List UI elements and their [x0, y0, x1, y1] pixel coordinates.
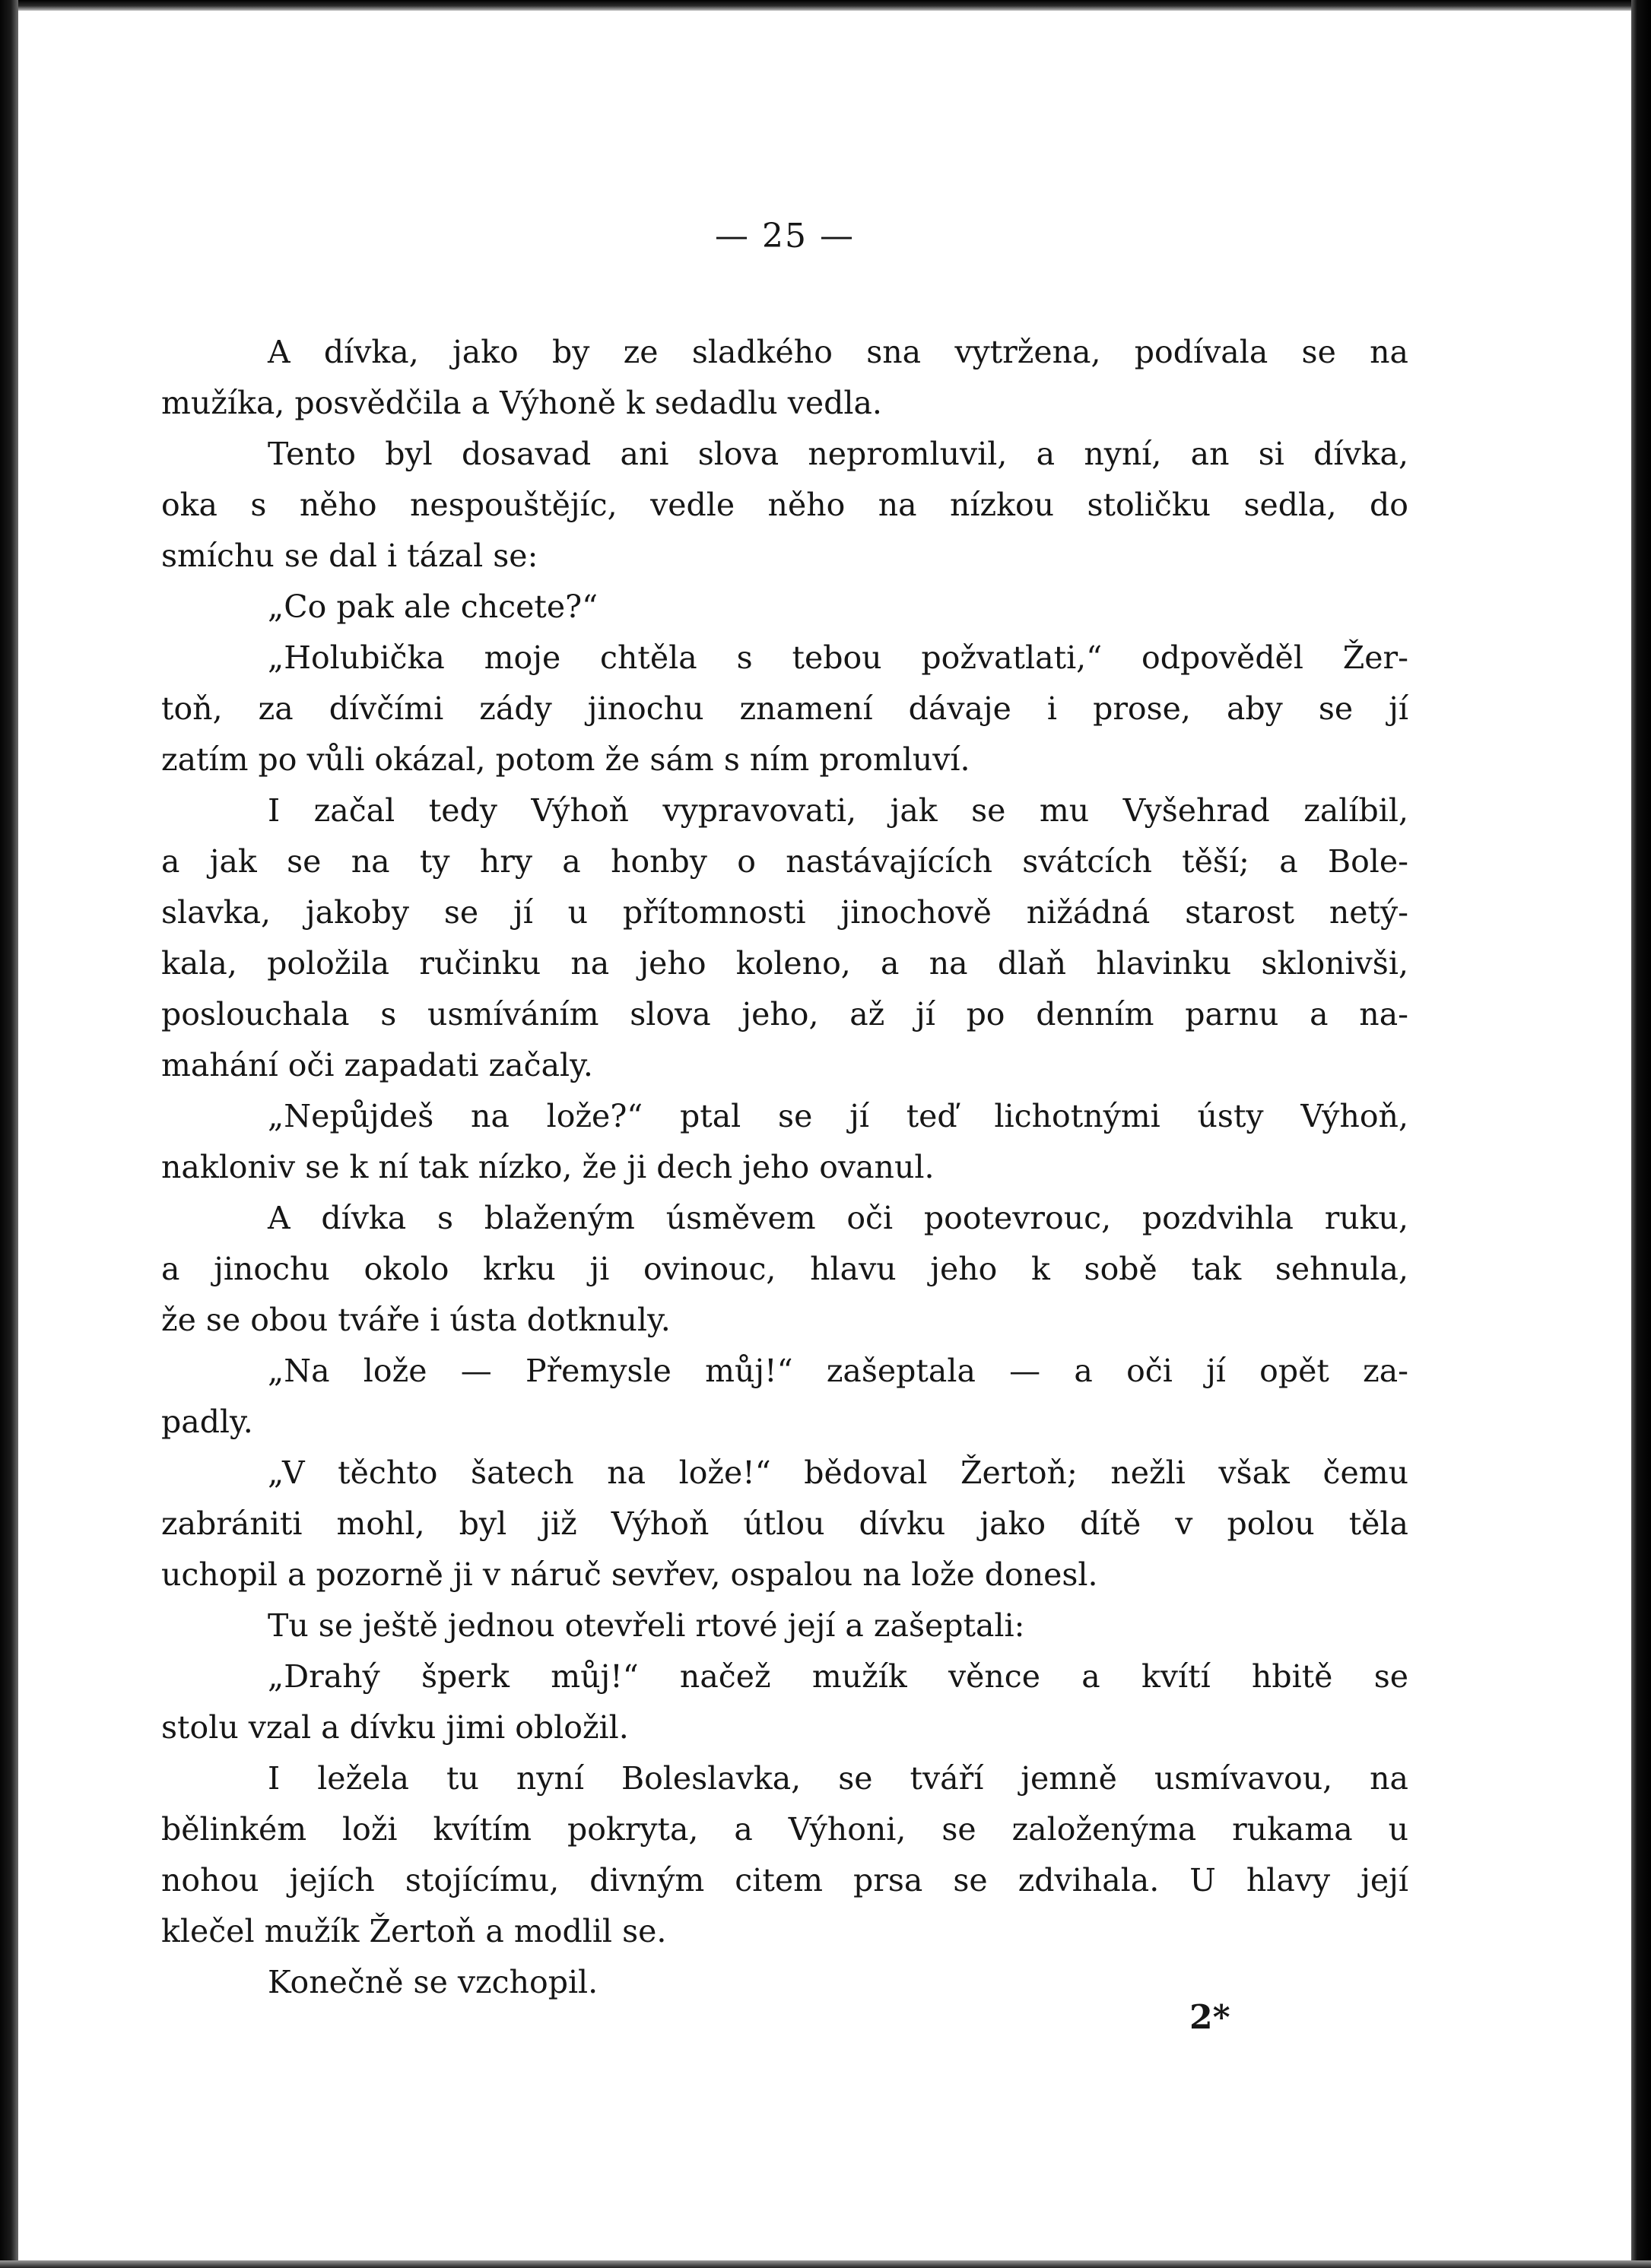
text-line: nohou jejích stojícímu, divným citem prsa se zdvihala. U hlavy její: [161, 1862, 1408, 1898]
text-line: „Nepůjdeš na lože?“ ptal se jí teď lichotnými ústy Výhoň,: [268, 1098, 1408, 1134]
body-text: [161, 327, 1408, 2008]
text-line: poslouchala s usmíváním slova jeho, až jí po denním parnu a na-: [161, 996, 1408, 1032]
book-page: [161, 0, 1408, 2268]
text-line: slavka, jakoby se jí u přítomnosti jinochově nižádná starost netý-: [161, 894, 1408, 931]
page-number: — 25 —: [715, 217, 855, 255]
text-line: a jinochu okolo krku ji ovinouc, hlavu jeho k sobě tak sehnula,: [161, 1251, 1408, 1287]
text-line: že se obou tváře i ústa dotknuly.: [161, 1302, 671, 1338]
text-line: mužíka, posvědčila a Výhoně k sedadlu vedla.: [161, 385, 882, 421]
text-line: I začal tedy Výhoň vypravovati, jak se mu Vyšehrad zalíbil,: [268, 792, 1408, 829]
text-line: A dívka, jako by ze sladkého sna vytržena, podívala se na: [268, 334, 1408, 370]
text-line: „Drahý šperk můj!“ načež mužík věnce a kvítí hbitě se: [268, 1658, 1408, 1695]
text-line: bělinkém loži kvítím pokryta, a Výhoni, se založenýma rukama u: [161, 1811, 1408, 1848]
text-line: „Co pak ale chcete?“: [268, 588, 598, 625]
text-line: kala, položila ručinku na jeho koleno, a na dlaň hlavinku sklonivši,: [161, 945, 1408, 982]
text-line: „V těchto šatech na lože!“ bědoval Žertoň; nežli však čemu: [268, 1454, 1408, 1491]
text-line: A dívka s blaženým úsměvem oči pootevrouc, pozdvihla ruku,: [268, 1200, 1408, 1236]
scan-left-edge: [0, 0, 18, 2268]
text-line: toň, za dívčími zády jinochu znamení dávaje i prose, aby se jí: [161, 690, 1408, 727]
text-line: zabrániti mohl, byl již Výhoň útlou dívku jako dítě v polou těla: [161, 1505, 1408, 1542]
signature-mark: 2*: [1189, 1998, 1230, 2037]
text-line: stolu vzal a dívku jimi obložil.: [161, 1709, 629, 1746]
scan-right-edge: [1631, 0, 1651, 2268]
text-line: oka s něho nespouštějíc, vedle něho na nízkou stoličku sedla, do: [161, 487, 1408, 523]
text-line: uchopil a pozorně ji v náruč sevřev, ospalou na lože donesl.: [161, 1556, 1098, 1593]
text-line: a jak se na ty hry a honby o nastávajících svátcích těší; a Bole-: [161, 843, 1408, 880]
text-line: Konečně se vzchopil.: [268, 1964, 598, 2000]
text-line: mahání oči zapadati začaly.: [161, 1047, 593, 1083]
text-line: Tento byl dosavad ani slova nepromluvil, a nyní, an si dívka,: [268, 436, 1408, 472]
text-line: klečel mužík Žertoň a modlil se.: [161, 1913, 667, 1949]
text-line: „Holubička moje chtěla s tebou požvatlati,“ odpověděl Žer-: [268, 639, 1408, 676]
text-line: smíchu se dal i tázal se:: [161, 538, 538, 574]
text-line: nakloniv se k ní tak nízko, že ji dech jeho ovanul.: [161, 1149, 935, 1185]
text-line: I ležela tu nyní Boleslavka, se tváří jemně usmívavou, na: [268, 1760, 1408, 1797]
text-line: Tu se ještě jednou otevřeli rtové její a zašeptali:: [268, 1607, 1025, 1644]
text-line: zatím po vůli okázal, potom že sám s ním promluví.: [161, 741, 970, 778]
text-line: padly.: [161, 1404, 253, 1440]
text-line: „Na lože — Přemysle můj!“ zašeptala — a oči jí opět za-: [268, 1353, 1408, 1389]
